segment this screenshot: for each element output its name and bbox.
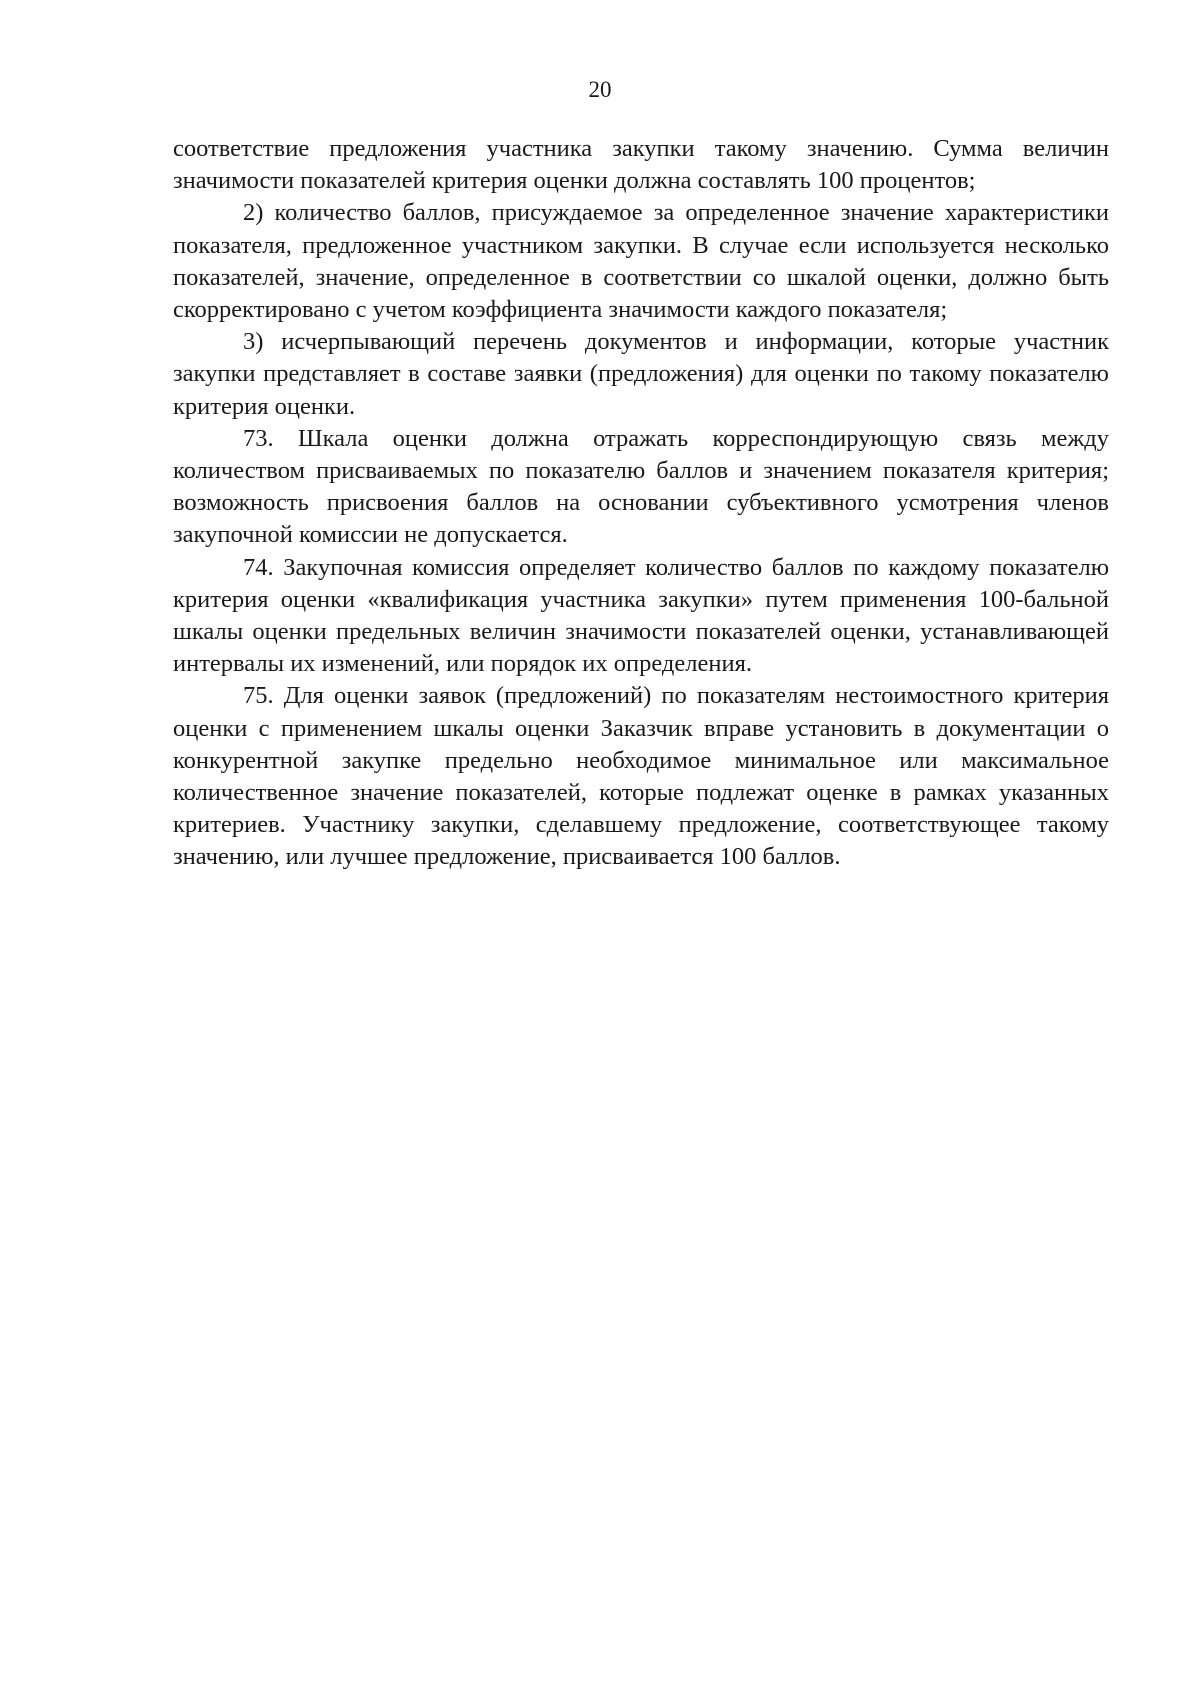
paragraph-clause-75: 75. Для оценки заявок (предложений) по показателям нестоимостного критерия оценки с применением шкалы оценки Заказчик вправе установить в документации о конкурентной закупке предельно необходимое минимальное или максимальное количественное значение показателей, которые подлежат оценке в рамках указанных критериев. Участнику закупки, сделавшему предложение, соответствующее такому значению, или лучшее предложение, присваивается 100 баллов. [173, 682, 1109, 871]
paragraph-continuation: соответствие предложения участника закупки такому значению. Сумма величин значимости показателей критерия оценки должна составлять 100 процентов; [173, 135, 1109, 195]
document-body [173, 133, 1109, 874]
page-number: 20 [588, 77, 612, 102]
paragraph-clause-74: 74. Закупочная комиссия определяет количество баллов по каждому показателю критерия оценки «квалификация участника закупки» путем применения 100-бальной шкалы оценки предельных величин значимости показателей оценки, устанавливающей интервалы их изменений, или порядок их определения. [173, 553, 1109, 678]
paragraph-clause-73: 73. Шкала оценки должна отражать корреспондирующую связь между количеством присваиваемых по показателю баллов и значением показателя критерия; возможность присвоения баллов на основании субъективного усмотрения членов закупочной комиссии не допускается. [173, 424, 1109, 549]
paragraph-item-3: 3) исчерпывающий перечень документов и информации, которые участник закупки представляет в составе заявки (предложения) для оценки по такому показателю критерия оценки. [173, 328, 1109, 420]
paragraph-item-2: 2) количество баллов, присуждаемое за определенное значение характеристики показателя, предложенное участником закупки. В случае если используется несколько показателей, значение, определенное в соответствии со шкалой оценки, должно быть скорректировано с учетом коэффициента значимости каждого показателя; [173, 199, 1109, 324]
